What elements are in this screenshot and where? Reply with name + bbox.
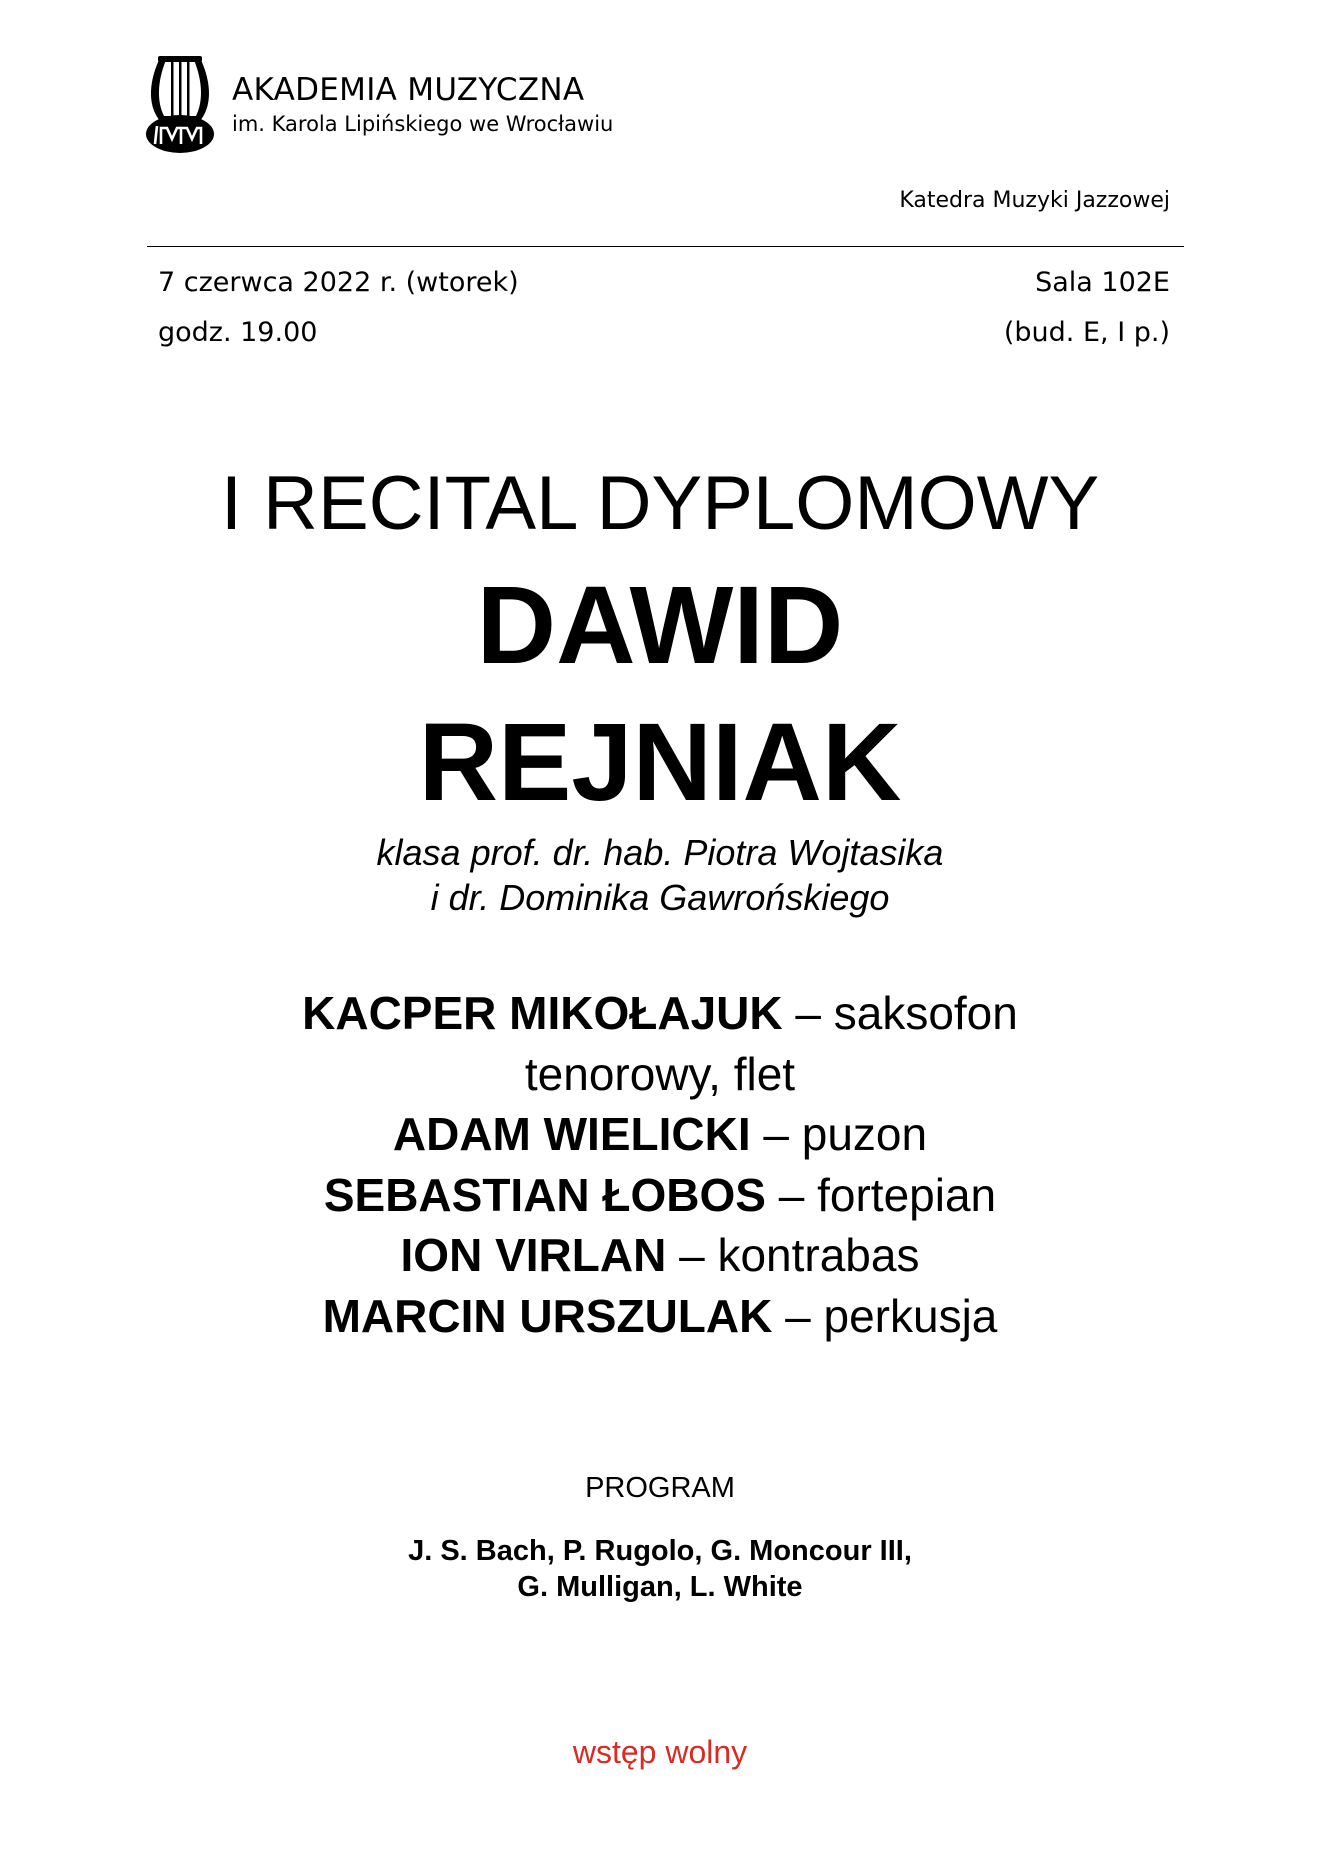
composers-line-2: G. Mulligan, L. White [517, 1571, 803, 1603]
musician-line [0, 1225, 1320, 1286]
musician-name: SEBASTIAN ŁOBOS [323, 1168, 766, 1221]
musician-name: ION VIRLAN [400, 1229, 667, 1281]
event-date: 7 czerwca 2022 r. (wtorek) [158, 267, 519, 298]
composers-line-1: J. S. Bach, P. Rugolo, G. Moncour III, [408, 1535, 912, 1567]
musician-instrument: – puzon [750, 1108, 928, 1160]
institution-block [232, 72, 613, 138]
program-heading: PROGRAM [585, 1472, 735, 1504]
musician-line [0, 983, 1320, 1044]
teacher-line-2: i dr. Dominika Gawrońskiego [430, 877, 890, 918]
musician-name: MARCIN URSZULAK [322, 1289, 773, 1342]
musician-line [0, 1286, 1320, 1347]
performer-last-name: REJNIAK [418, 701, 902, 824]
performer-first-name: DAWID [476, 564, 844, 687]
lyre-logo-icon [145, 52, 215, 154]
admission-note: wstęp wolny [572, 1734, 748, 1770]
institution-name: AKADEMIA MUZYCZNA [232, 72, 585, 108]
header-divider [147, 246, 1184, 247]
musician-instrument: – perkusja [772, 1289, 998, 1342]
teacher-line-1: klasa prof. dr. hab. Piotra Wojtasika [376, 832, 944, 873]
department-label: Katedra Muzyki Jazzowej [899, 188, 1170, 213]
venue-room: Sala 102E [1035, 267, 1170, 298]
musician-line [0, 1104, 1320, 1165]
musician-line [0, 1044, 1320, 1105]
institution-subtitle: im. Karola Lipińskiego we Wrocławiu [232, 112, 614, 136]
event-datetime [158, 258, 519, 358]
musician-instrument: – fortepian [765, 1168, 997, 1221]
program-composers [0, 1533, 1320, 1605]
musician-instrument: tenorowy, flet [524, 1047, 796, 1100]
musician-name: KACPER MIKOŁAJUK [302, 987, 783, 1039]
recital-title: I RECITAL DYPLOMOWY [220, 461, 1100, 546]
event-time: godz. 19.00 [158, 317, 318, 348]
musicians-list [0, 983, 1320, 1346]
musician-instrument: – saksofon [782, 987, 1018, 1039]
event-venue [1004, 258, 1170, 358]
venue-detail: (bud. E, I p.) [1003, 317, 1170, 348]
musician-name: ADAM WIELICKI [392, 1108, 751, 1160]
musician-instrument: – kontrabas [666, 1229, 920, 1281]
musician-line [0, 1165, 1320, 1226]
